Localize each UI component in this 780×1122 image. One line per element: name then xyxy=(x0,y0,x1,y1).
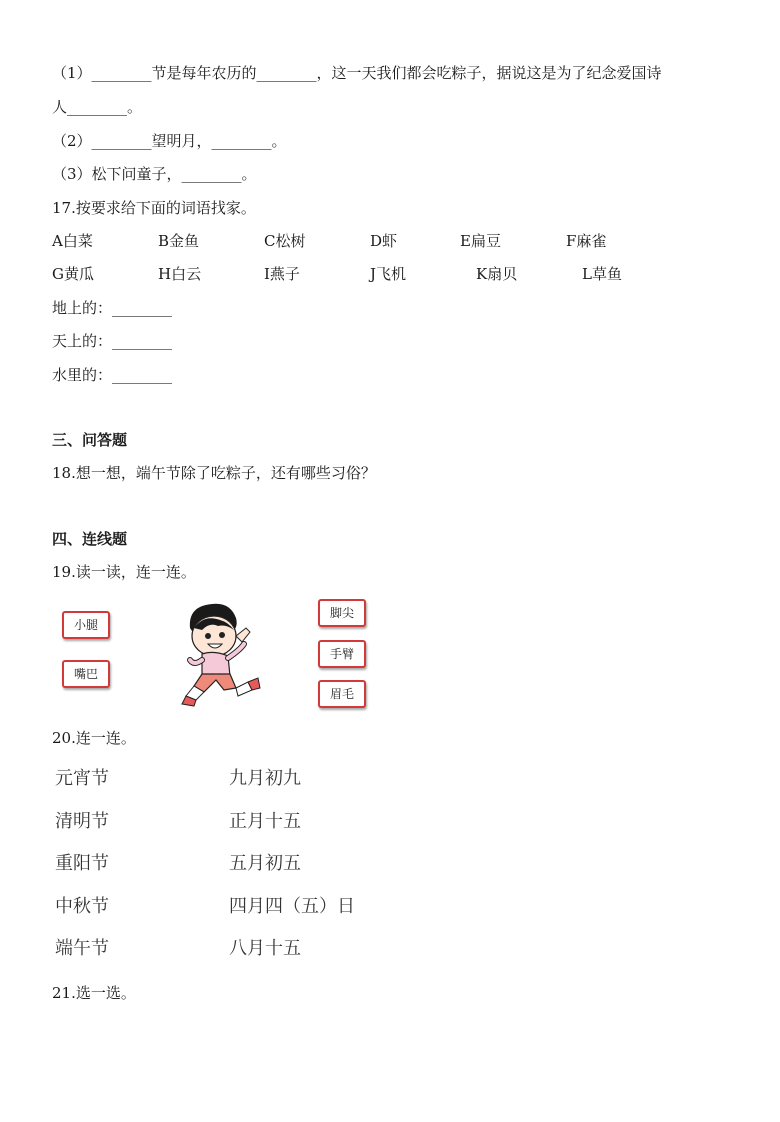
date-item: 四月四（五）日 xyxy=(229,896,355,917)
festival-qingming: 清明节 xyxy=(55,811,109,832)
q18-text: 18.想一想，端午节除了吃粽子，还有哪些习俗？ xyxy=(52,464,376,482)
q17-ground: 地上的：________ xyxy=(52,299,173,317)
label-mouth: 嘴巴 xyxy=(62,660,110,688)
section4-heading: 四、连线题 xyxy=(52,530,128,548)
option-f: F麻雀 xyxy=(566,232,607,250)
date-item: 正月十五 xyxy=(229,811,301,832)
q17-water: 水里的：________ xyxy=(52,366,173,384)
q17-options-row1 xyxy=(52,230,672,252)
label-eyebrow: 眉毛 xyxy=(318,680,366,708)
option-j: J飞机 xyxy=(370,265,407,283)
q17-options-row2 xyxy=(52,263,672,285)
option-g: G黄瓜 xyxy=(52,265,94,283)
q21-text: 21.选一选。 xyxy=(52,984,136,1002)
section3-heading: 三、问答题 xyxy=(52,431,128,449)
option-b: B金鱼 xyxy=(158,232,200,250)
label-leg: 小腿 xyxy=(62,611,110,639)
date-item: 九月初九 xyxy=(229,768,301,789)
option-k: K扇贝 xyxy=(476,265,518,283)
date-item: 五月初五 xyxy=(229,853,301,874)
festival-midautumn: 中秋节 xyxy=(55,896,109,917)
option-c: C松树 xyxy=(264,232,306,250)
date-item: 八月十五 xyxy=(229,938,301,959)
option-l: L草鱼 xyxy=(582,265,622,283)
q16-line3: （2）________望明月，________。 xyxy=(52,132,287,150)
cartoon-boy-illustration xyxy=(180,600,265,708)
q16-line2: 人________。 xyxy=(52,98,143,116)
label-tiptoe: 脚尖 xyxy=(318,599,366,627)
q16-line1: （1）________节是每年农历的________，这一天我们都会吃粽子，据说这是为了纪念爱国诗 xyxy=(52,64,662,82)
q19-text: 19.读一读，连一连。 xyxy=(52,563,196,581)
q20-text: 20.连一连。 xyxy=(52,729,136,747)
option-h: H白云 xyxy=(158,265,202,283)
festival-lantern: 元宵节 xyxy=(55,768,109,789)
q16-line4: （3）松下问童子，________。 xyxy=(52,165,257,183)
option-d: D虾 xyxy=(370,232,398,250)
festival-chongyang: 重阳节 xyxy=(55,853,109,874)
festival-dragonboat: 端午节 xyxy=(55,938,109,959)
q17-title: 17.按要求给下面的词语找家。 xyxy=(52,199,256,217)
option-i: I燕子 xyxy=(264,265,300,283)
option-e: E扁豆 xyxy=(460,232,501,250)
label-arm: 手臂 xyxy=(318,640,366,668)
q17-sky: 天上的：________ xyxy=(52,332,173,350)
option-a: A白菜 xyxy=(52,232,93,250)
